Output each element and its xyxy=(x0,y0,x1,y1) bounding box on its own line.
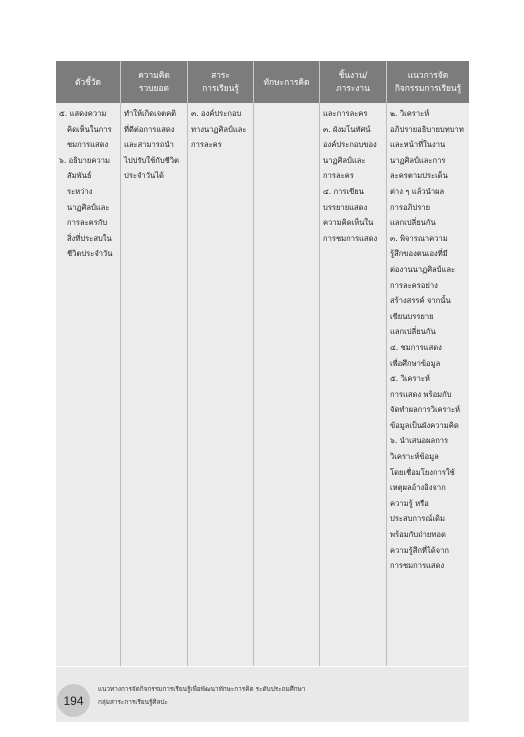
header-thinking-skills: ทักษะการคิด xyxy=(254,61,320,103)
table-body-row xyxy=(56,103,469,666)
cell-line: คิดเห็นในการ xyxy=(67,124,112,134)
cell-line: นาฏศิลป์และ xyxy=(67,202,110,212)
cell-line: ๓. พิจารณาความ xyxy=(390,233,448,243)
cell-line: ๓. ผังมโนทัศน์ xyxy=(323,124,371,134)
cell-line: เพื่อศึกษาข้อมูล xyxy=(390,358,441,368)
header-work-tasks: ชิ้นงาน/ ภาระงาน xyxy=(320,61,387,103)
cell-line: ความคิดเห็นใน xyxy=(323,218,374,228)
page-number-badge: 194 xyxy=(57,684,90,717)
cell-line: การละครกับ xyxy=(67,218,108,228)
cell-line: ละครตามประเด็น xyxy=(390,171,448,181)
cell-line: ต่าง ๆ แล้วนำผล xyxy=(390,186,445,196)
cell-line: และการละคร xyxy=(323,109,368,118)
header-learning-activities: แนวการจัด กิจกรรมการเรียนรู้ xyxy=(394,70,462,93)
cell-line: การชมการแสดง xyxy=(323,233,378,243)
cell-line: การละคร xyxy=(323,171,354,181)
cell-line: ๕. แสดงความ xyxy=(59,109,107,118)
cell-line: การอภิปราย xyxy=(390,202,431,212)
cell-line: การแสดง พร้อมกับ xyxy=(390,389,452,399)
cell-line: องค์ประกอบของ xyxy=(323,140,377,150)
cell-line: ไปปรับใช้กับชีวิต xyxy=(124,155,179,165)
cell-line: การละครอย่าง xyxy=(390,280,438,290)
cell-line: การละคร xyxy=(191,140,222,150)
cell-line: เขียนบรรยาย xyxy=(390,311,434,321)
cell-line: สัมพันธ์ xyxy=(67,171,92,181)
curriculum-table xyxy=(56,61,469,666)
cell-line: ประจำวันได้ xyxy=(124,171,164,181)
cell-line: อภิปรายอธิบายบทบาท xyxy=(390,124,464,134)
footer-strip xyxy=(56,667,469,722)
table-header-row xyxy=(56,61,469,103)
cell-line: ๖. อธิบายความ xyxy=(59,155,110,165)
cell-line: ๖. นำเสนอผลการ xyxy=(390,436,449,446)
cell-learning-activities xyxy=(387,103,469,666)
cell-line: ชมการแสดง xyxy=(67,140,109,150)
cell-line: ต่องานนาฏศิลป์และ xyxy=(390,264,456,274)
cell-thinking-skills xyxy=(254,103,320,666)
cell-line: ที่ดีต่อการแสดง xyxy=(124,124,175,134)
cell-line: ๔. การเขียน xyxy=(323,186,364,196)
cell-line: จัดทำผลการวิเคราะห์ xyxy=(390,405,461,415)
cell-line: แลกเปลี่ยนกัน xyxy=(390,218,436,228)
cell-line: พร้อมกับถ่ายทอด xyxy=(390,530,446,540)
footer-book-title: แนวทางการจัดกิจกรรมการเรียนรู้เพื่อพัฒนาทักษะการคิด ระดับประถมศึกษา xyxy=(98,685,306,693)
cell-line: และสามารถนำ xyxy=(124,140,174,150)
cell-line: นาฏศิลป์และ xyxy=(323,155,366,165)
cell-line: สิ่งที่ประสบใน xyxy=(67,233,112,243)
cell-line: สร้างสรรค์ จากนั้น xyxy=(390,296,451,306)
cell-line: ๕. วิเคราะห์ xyxy=(390,374,430,384)
cell-line: ประสบการณ์เดิม xyxy=(390,514,445,524)
cell-line: ระหว่าง xyxy=(67,186,93,196)
cell-line: วิเคราะห์ข้อมูล xyxy=(390,452,439,462)
header-core-concept: ความคิด รวบยอด xyxy=(121,61,188,103)
cell-work-tasks xyxy=(320,103,387,666)
cell-line: ความรู้ หรือ xyxy=(390,498,429,508)
cell-line: ๒. วิเคราะห์ xyxy=(390,109,430,118)
cell-line: ๔. ชมการแสดง xyxy=(390,342,442,352)
cell-line: บรรยายแสดง xyxy=(323,202,368,212)
cell-line: นาฏศิลป์และการ xyxy=(390,155,446,165)
cell-line: แลกเปลี่ยนกัน xyxy=(390,327,436,337)
cell-line: เหตุผลอ้างอิงจาก xyxy=(390,483,446,493)
cell-line: รู้สึกของตนเองที่มี xyxy=(390,249,448,259)
cell-line: ข้อมูลเป็นผังความคิด xyxy=(390,420,459,430)
footer-subject-group: กลุ่มสาระการเรียนรู้ศิลปะ xyxy=(98,698,168,706)
cell-line: ทางนาฏศิลป์และ xyxy=(191,124,247,134)
cell-core-concept xyxy=(121,103,188,666)
cell-line: โดยเชื่อมโยงการใช้ xyxy=(390,467,455,477)
cell-line: การชมการแสดง xyxy=(390,561,445,571)
cell-line: ความรู้สึกที่ได้จาก xyxy=(390,545,449,555)
cell-line: และหน้าที่ในงาน xyxy=(390,140,446,150)
cell-learning-content xyxy=(188,103,254,666)
cell-indicators xyxy=(56,103,121,666)
cell-line: ทำให้เกิดเจตคติ xyxy=(124,109,177,118)
header-indicators: ตัวชี้วัด xyxy=(56,61,121,103)
cell-line: ชีวิตประจำวัน xyxy=(67,249,113,259)
cell-line: ๓. องค์ประกอบ xyxy=(191,109,242,118)
header-learning-content: สาระ การเรียนรู้ xyxy=(188,61,254,103)
